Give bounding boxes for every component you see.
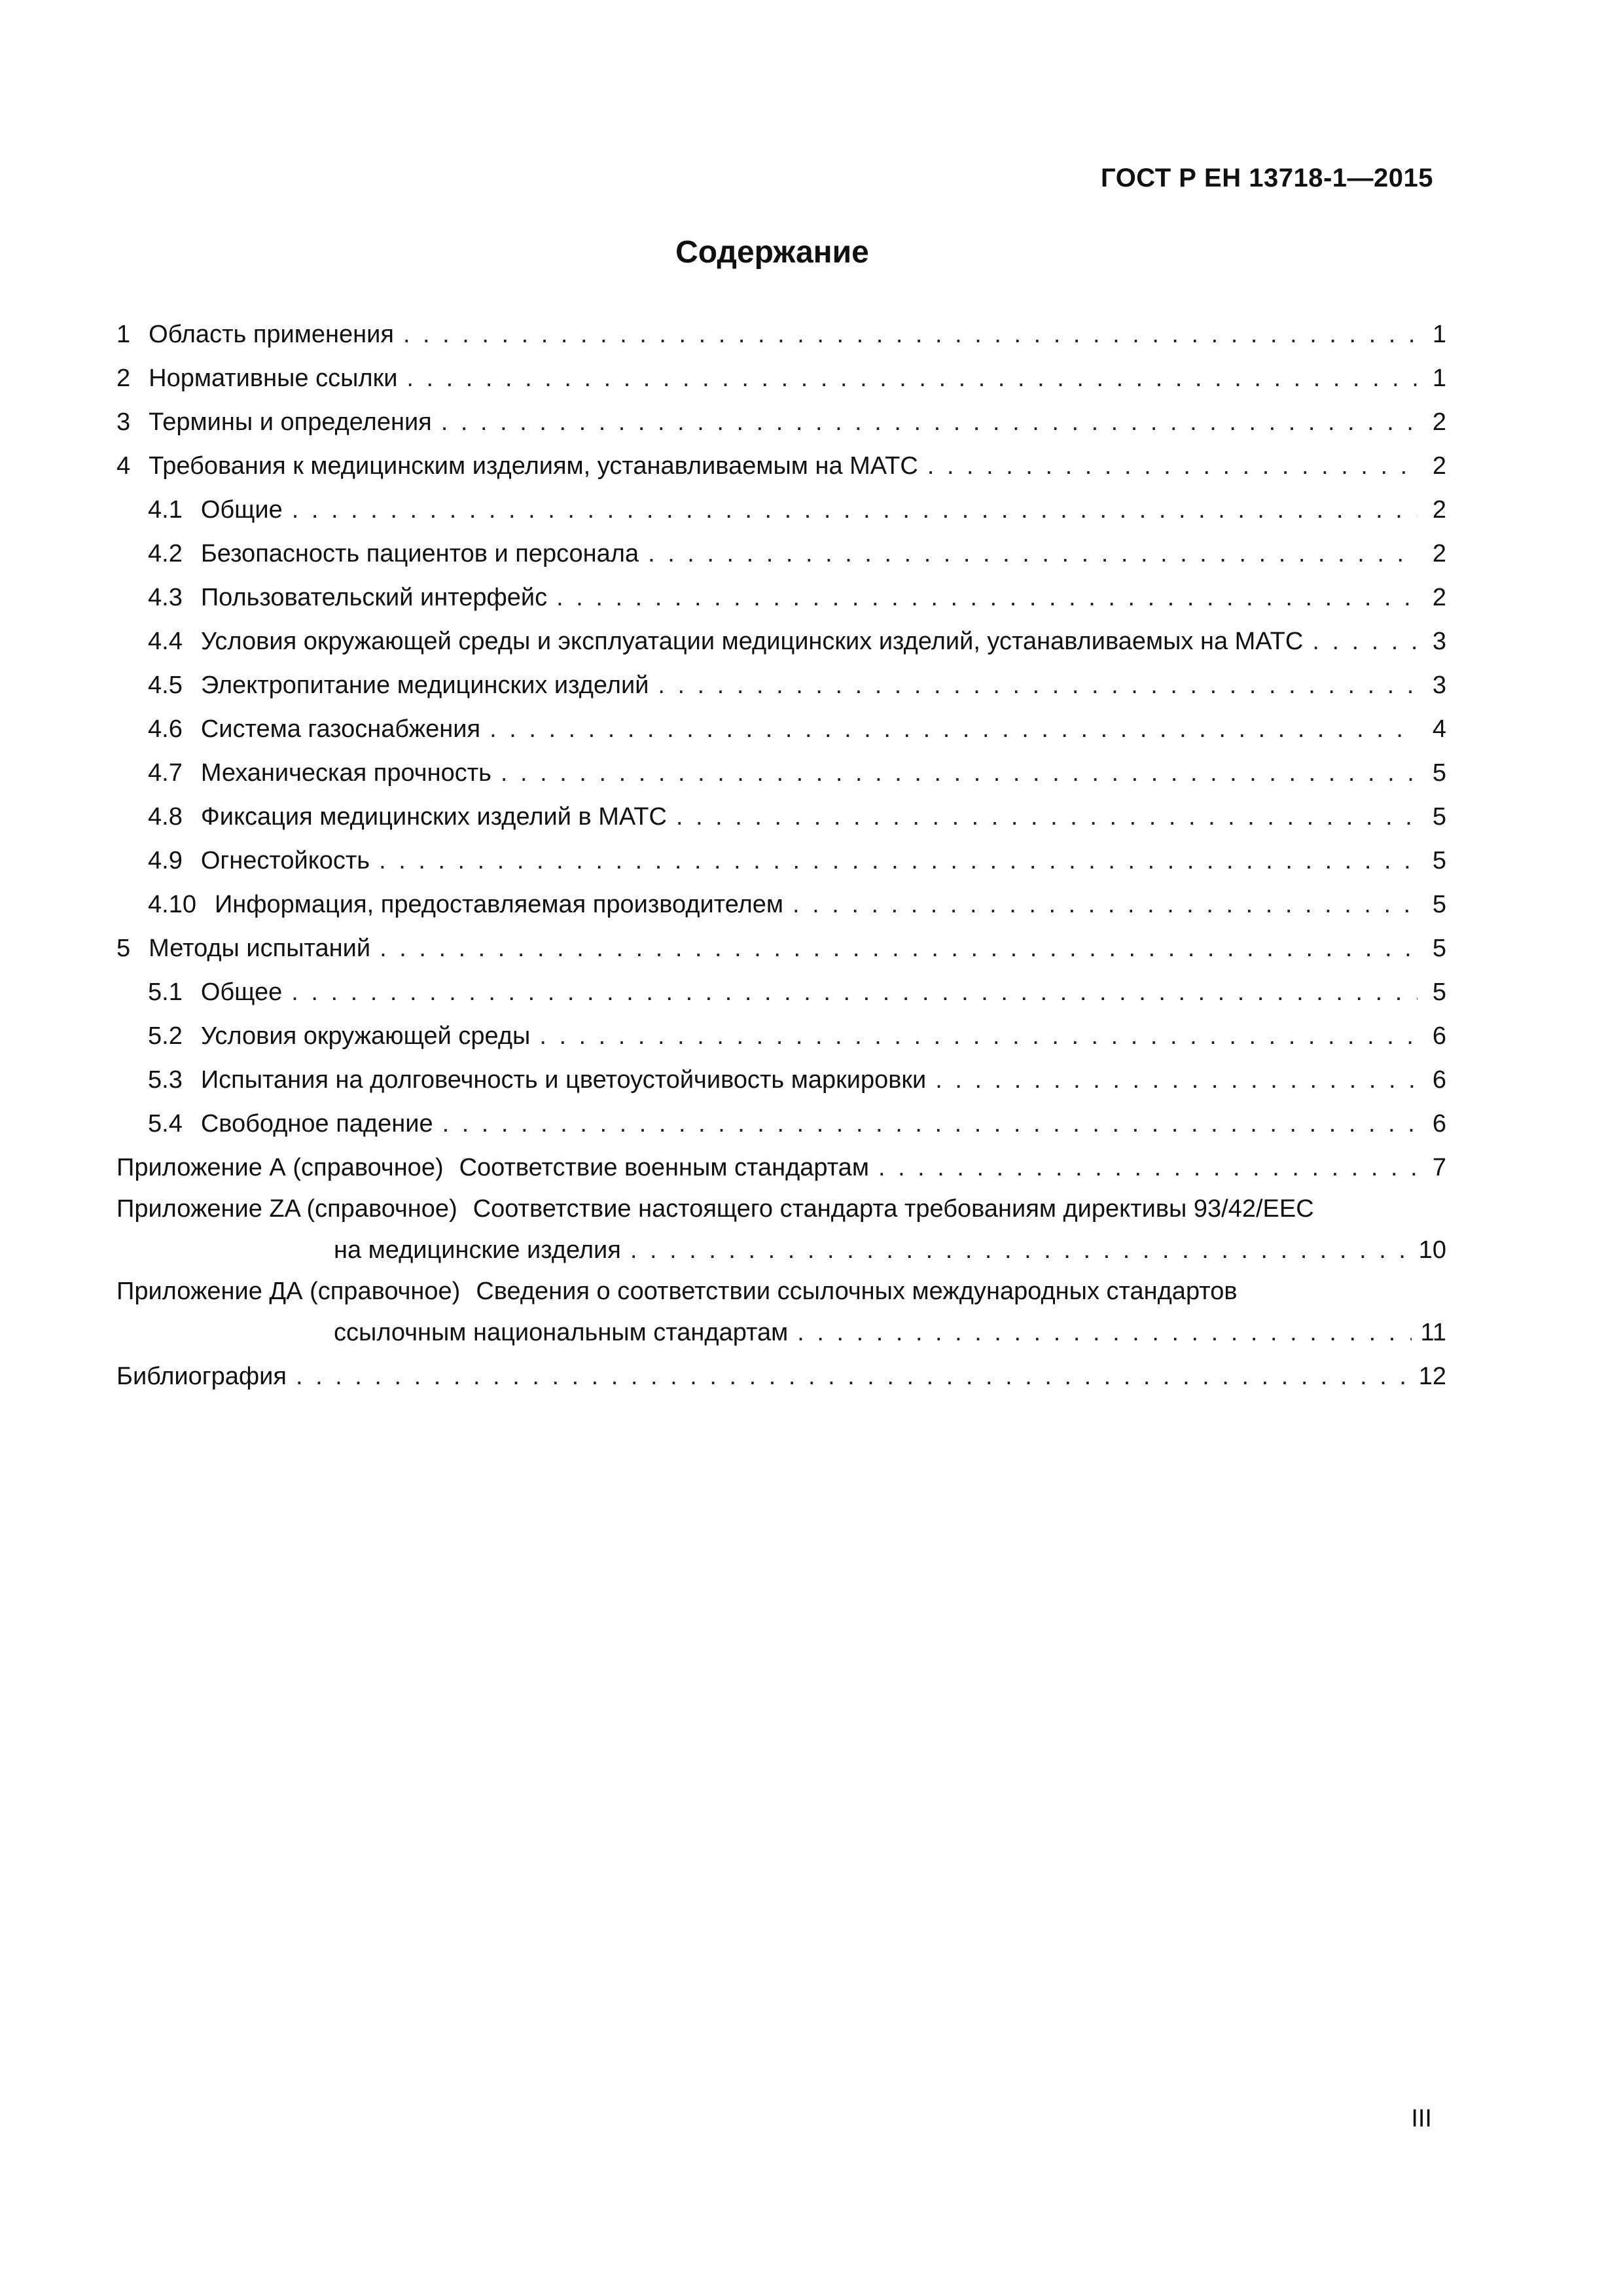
toc-entry-annex-za[interactable] xyxy=(116,1190,1446,1272)
toc-entry-page: 3 xyxy=(1432,628,1446,655)
toc-entry-title: Нормативные ссылки xyxy=(149,365,398,392)
toc-annex-label: Приложение ДА (справочное) xyxy=(116,1278,461,1305)
toc-dot-leader xyxy=(403,313,1418,357)
toc-entry-title: Механическая прочность xyxy=(200,759,491,787)
toc-dot-leader xyxy=(490,708,1418,751)
toc-annex-label: Приложение ZA (справочное) xyxy=(116,1195,457,1223)
toc-dot-leader xyxy=(935,1058,1418,1102)
toc-entry-title: Общее xyxy=(200,978,283,1006)
toc-entry-title-continuation: ссылочным национальным стандартам xyxy=(334,1319,789,1346)
page-number: III xyxy=(1411,2105,1432,2132)
toc-dot-leader xyxy=(927,444,1418,488)
page-title: Содержание xyxy=(675,235,869,270)
toc-dot-leader xyxy=(379,839,1418,883)
toc-entry-number: 2 xyxy=(116,365,131,392)
toc-dot-leader xyxy=(676,795,1418,839)
toc-entry-4-2[interactable] xyxy=(116,532,1446,576)
toc-dot-leader xyxy=(1312,620,1418,664)
toc-dot-leader xyxy=(292,488,1418,532)
toc-entry-page: 2 xyxy=(1432,540,1446,567)
toc-dot-leader xyxy=(501,751,1418,795)
toc-entry-number: 4.2 xyxy=(148,540,183,567)
toc-entry-title: Условия окружающей среды xyxy=(200,1022,531,1050)
toc-annex-label: Приложение А (справочное) xyxy=(116,1154,444,1181)
toc-entry-5-2[interactable] xyxy=(116,1014,1446,1058)
toc-dot-leader xyxy=(556,576,1418,620)
toc-entry-number: 4.1 xyxy=(148,496,183,524)
toc-entry-4[interactable] xyxy=(116,444,1446,488)
toc-entry-5-4[interactable] xyxy=(116,1102,1446,1146)
toc-entry-4-5[interactable] xyxy=(116,664,1446,708)
toc-entry-page: 6 xyxy=(1432,1022,1446,1050)
toc-entry-number: 4.4 xyxy=(148,628,183,655)
toc-dot-leader xyxy=(630,1229,1410,1272)
toc-entry-number: 5.3 xyxy=(148,1066,183,1094)
toc-entry-page: 1 xyxy=(1432,365,1446,392)
toc-entry-title: Безопасность пациентов и персонала xyxy=(200,540,639,567)
toc-entry-number: 1 xyxy=(116,321,131,348)
toc-entry-4-1[interactable] xyxy=(116,488,1446,532)
toc-entry-page: 5 xyxy=(1432,978,1446,1006)
toc-dot-leader xyxy=(539,1014,1418,1058)
toc-entry-page: 5 xyxy=(1432,891,1446,918)
toc-entry-page: 2 xyxy=(1432,452,1446,480)
toc-entry-title: Система газоснабжения xyxy=(200,715,481,743)
toc-entry-number: 5.1 xyxy=(148,978,183,1006)
toc-dot-leader xyxy=(658,664,1418,708)
toc-entry-title: Испытания на долговечность и цветоустойчивость маркировки xyxy=(200,1066,927,1094)
toc-entry-1[interactable] xyxy=(116,313,1446,357)
toc-entry-page: 5 xyxy=(1432,759,1446,787)
toc-entry-number: 4.9 xyxy=(148,847,183,874)
toc-entry-2[interactable] xyxy=(116,357,1446,401)
toc-entry-title: Пользовательский интерфейс xyxy=(200,584,548,611)
toc-entry-page: 3 xyxy=(1432,672,1446,699)
toc-entry-number: 4 xyxy=(116,452,131,480)
toc-dot-leader xyxy=(793,883,1418,927)
toc-entry-5[interactable] xyxy=(116,927,1446,971)
toc-entry-page: 5 xyxy=(1432,803,1446,831)
toc-entry-title: Фиксация медицинских изделий в МАТС xyxy=(200,803,667,831)
toc-dot-leader xyxy=(296,1355,1410,1399)
toc-entry-title: Информация, предоставляемая производителем xyxy=(214,891,783,918)
toc-entry-number: 4.3 xyxy=(148,584,183,611)
toc-entry-4-8[interactable] xyxy=(116,795,1446,839)
toc-entry-page: 4 xyxy=(1432,715,1446,743)
toc-entry-4-4[interactable] xyxy=(116,620,1446,664)
toc-entry-number: 3 xyxy=(116,408,131,436)
toc-entry-number: 5.2 xyxy=(148,1022,183,1050)
toc-dot-leader xyxy=(878,1146,1418,1190)
toc-entry-page: 7 xyxy=(1432,1154,1446,1181)
toc-entry-number: 4.10 xyxy=(148,891,196,918)
toc-entry-3[interactable] xyxy=(116,401,1446,444)
toc-entry-title: Термины и определения xyxy=(149,408,432,436)
toc-entry-4-7[interactable] xyxy=(116,751,1446,795)
toc-entry-title: Свободное падение xyxy=(200,1110,433,1138)
toc-entry-number: 4.6 xyxy=(148,715,183,743)
toc-entry-number: 4.7 xyxy=(148,759,183,787)
toc-dot-leader xyxy=(380,927,1418,971)
toc-dot-leader xyxy=(406,357,1418,401)
toc-entry-4-10[interactable] xyxy=(116,883,1446,927)
toc-entry-4-9[interactable] xyxy=(116,839,1446,883)
toc-entry-title: Общие xyxy=(200,496,283,524)
toc-entry-number: 4.5 xyxy=(148,672,183,699)
toc-entry-title: Огнестойкость xyxy=(200,847,370,874)
toc-entry-page: 11 xyxy=(1420,1319,1446,1346)
toc-entry-5-1[interactable] xyxy=(116,971,1446,1014)
toc-entry-title-continuation: на медицинские изделия xyxy=(334,1236,621,1264)
toc-entry-number: 5.4 xyxy=(148,1110,183,1138)
toc-entry-5-3[interactable] xyxy=(116,1058,1446,1102)
toc-entry-page: 2 xyxy=(1432,408,1446,436)
toc-entry-title: Условия окружающей среды и эксплуатации медицинских изделий, устанавливаемых на МАТС xyxy=(200,628,1304,655)
toc-entry-page: 2 xyxy=(1432,496,1446,524)
toc-entry-number: 4.8 xyxy=(148,803,183,831)
toc-entry-page: 2 xyxy=(1432,584,1446,611)
standard-code-header: ГОСТ Р ЕН 13718-1—2015 xyxy=(1101,164,1433,192)
toc-entry-page: 6 xyxy=(1432,1066,1446,1094)
toc-entry-title: Область применения xyxy=(149,321,394,348)
toc-entry-title: Соответствие настоящего стандарта требованиям директивы 93/42/EEC xyxy=(473,1195,1314,1223)
toc-entry-title: Сведения о соответствии ссылочных международных стандартов xyxy=(476,1278,1238,1305)
toc-entry-title: Требования к медицинским изделиям, устанавливаемым на МАТС xyxy=(149,452,918,480)
toc-entry-page: 5 xyxy=(1432,935,1446,962)
toc-entry-annex-a[interactable] xyxy=(116,1146,1446,1190)
toc-dot-leader xyxy=(442,1102,1418,1146)
toc-dot-leader xyxy=(441,401,1418,444)
toc-entry-page: 10 xyxy=(1418,1236,1446,1264)
toc-entry-page: 6 xyxy=(1432,1110,1446,1138)
toc-dot-leader xyxy=(797,1311,1411,1355)
toc-entry-title: Методы испытаний xyxy=(149,935,371,962)
toc-entry-page: 1 xyxy=(1432,321,1446,348)
toc-entry-page: 5 xyxy=(1432,847,1446,874)
toc-entry-title: Электропитание медицинских изделий xyxy=(200,672,649,699)
toc-entry-4-3[interactable] xyxy=(116,576,1446,620)
toc-entry-title: Библиография xyxy=(116,1363,287,1390)
toc-entry-annex-da[interactable] xyxy=(116,1272,1446,1355)
table-of-contents xyxy=(116,313,1446,1399)
toc-entry-title: Соответствие военным стандартам xyxy=(459,1154,869,1181)
toc-dot-leader xyxy=(291,971,1418,1014)
toc-entry-bibliography[interactable] xyxy=(116,1355,1446,1399)
toc-dot-leader xyxy=(648,532,1418,576)
toc-entry-4-6[interactable] xyxy=(116,708,1446,751)
toc-entry-number: 5 xyxy=(116,935,131,962)
toc-entry-page: 12 xyxy=(1418,1363,1446,1390)
